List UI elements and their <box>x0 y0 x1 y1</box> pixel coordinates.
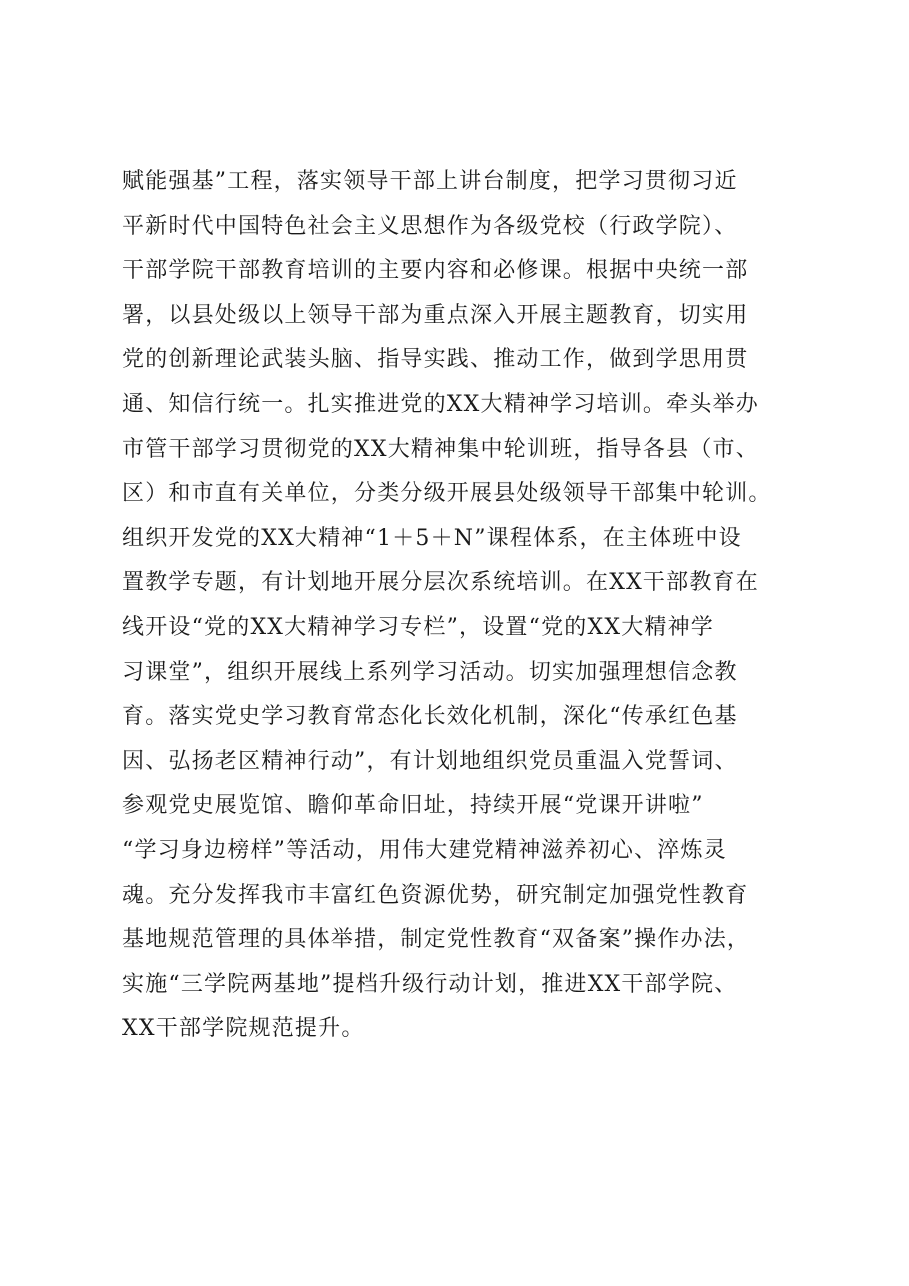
text-line: 组织开发党的XX大精神“1＋5＋N”课程体系，在主体班中设 <box>122 525 742 551</box>
text-line: 党的创新理论武装头脑、指导实践、推动工作，做到学思用贯 <box>122 347 749 373</box>
text-line: “学习身边榜样”等活动，用伟大建党精神滋养初心、淬炼灵 <box>122 837 727 863</box>
text-line: 因、弘扬老区精神行动”，有计划地组织党员重温入党誓词、 <box>122 748 738 774</box>
text-line: 平新时代中国特色社会主义思想作为各级党校（行政学院）、 <box>122 213 738 239</box>
text-line: 通、知信行统一。扎实推进党的XX大精神学习培训。牵头举办 <box>122 391 759 417</box>
text-line: 干部学院干部教育培训的主要内容和必修课。根据中央统一部 <box>122 258 749 284</box>
text-line: 置教学专题，有计划地开展分层次系统培训。在XX干部教育在 <box>122 570 759 596</box>
text-line: 参观党史展览馆、瞻仰革命旧址，持续开展“党课开讲啦” <box>122 793 704 819</box>
text-line: 基地规范管理的具体举措，制定党性教育“双备案”操作办法， <box>122 927 751 953</box>
text-line: XX干部学院规范提升。 <box>122 1016 365 1042</box>
text-line: 育。落实党史学习教育常态化长效化机制，深化“传承红色基 <box>122 704 738 730</box>
text-line: 线开设“党的XX大精神学习专栏”，设置“党的XX大精神学 <box>122 614 714 640</box>
text-line: 市管干部学习贯彻党的XX大精神集中轮训班，指导各县（市、 <box>122 436 759 462</box>
text-line: 区）和市直有关单位，分类分级开展县处级领导干部集中轮训。 <box>122 481 772 507</box>
text-line: 魂。充分发挥我市丰富红色资源优势，研究制定加强党性教育 <box>122 882 749 908</box>
text-line: 实施“三学院两基地”提档升级行动计划，推进XX干部学院、 <box>122 971 738 997</box>
text-line: 署，以县处级以上领导干部为重点深入开展主题教育，切实用 <box>122 302 749 328</box>
text-line: 赋能强基”工程，落实领导干部上讲台制度，把学习贯彻习近 <box>122 169 738 194</box>
body-paragraph <box>122 160 812 1052</box>
text-line: 习课堂”，组织开展线上系列学习活动。切实加强理想信念教 <box>122 659 738 685</box>
